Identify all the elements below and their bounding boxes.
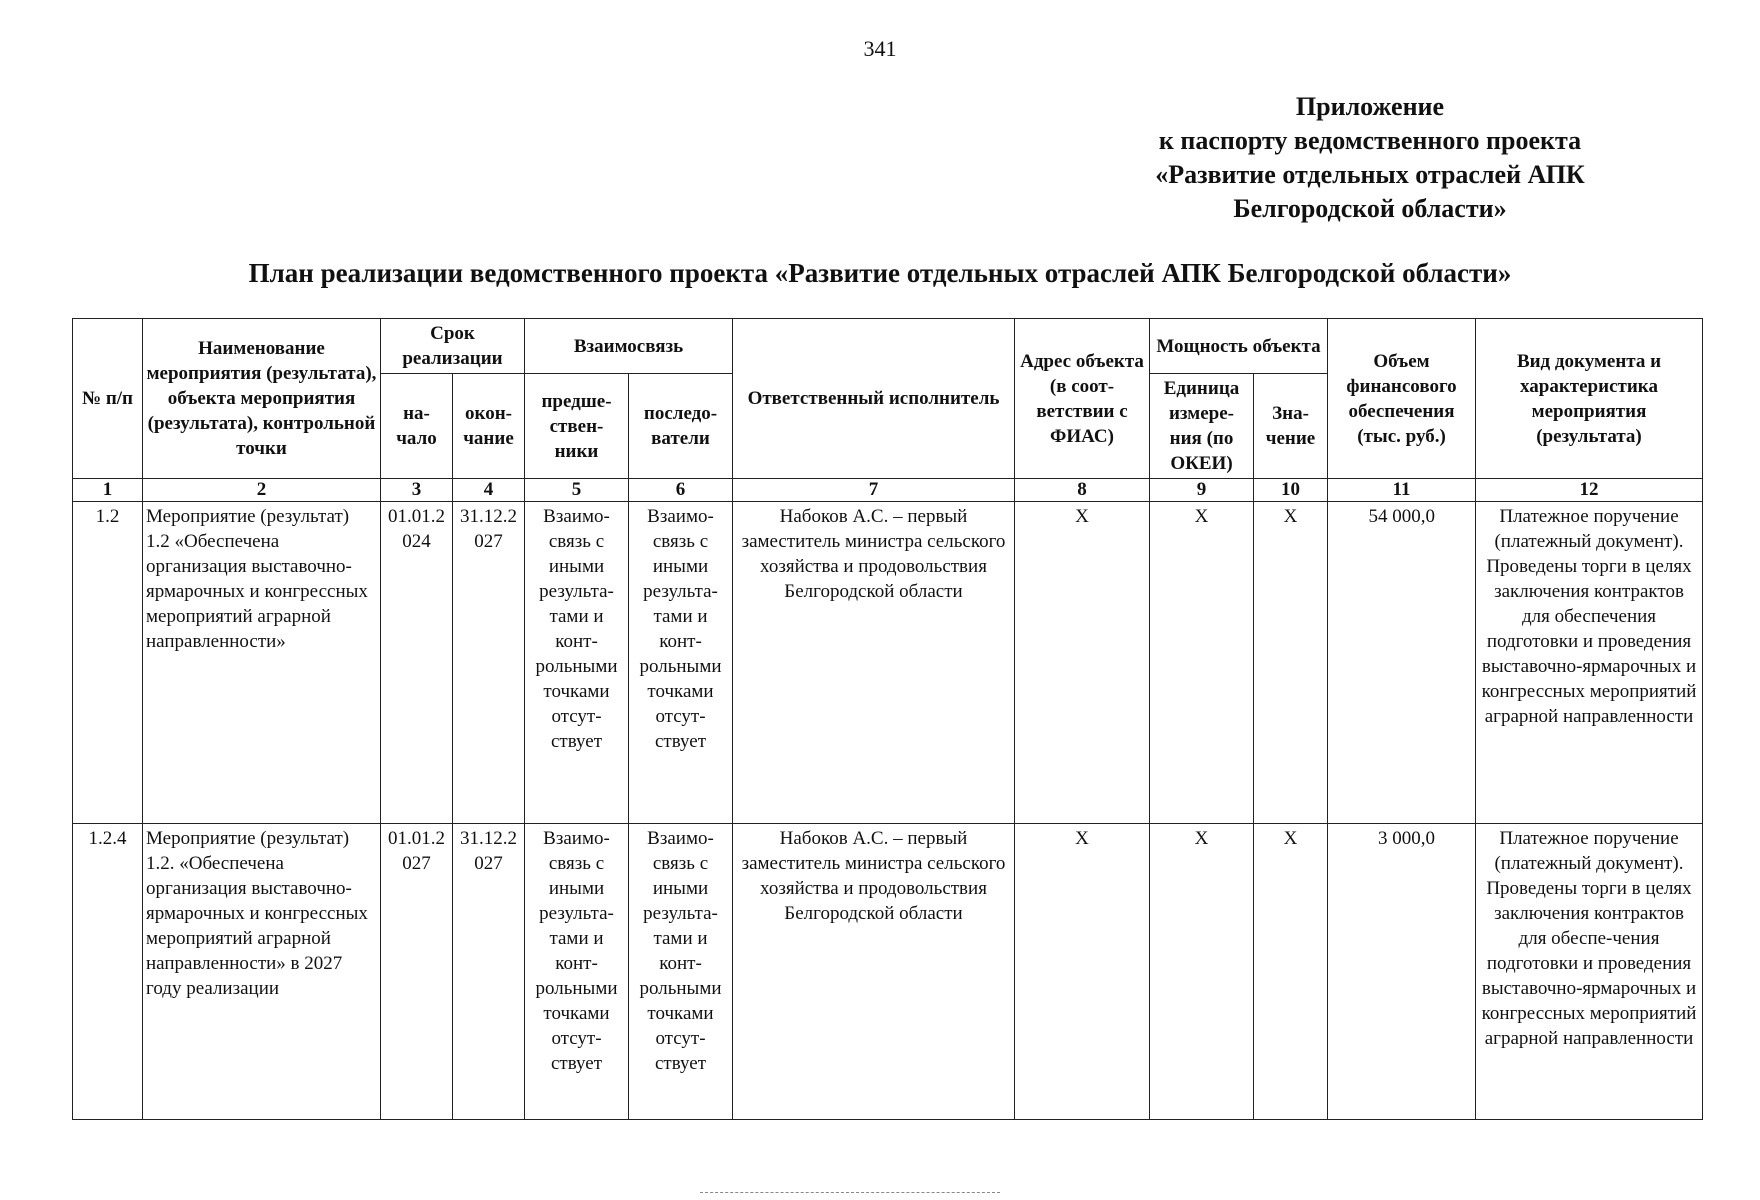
header-link-prev: предше-ствен-ники — [525, 374, 629, 479]
column-number: 5 — [525, 479, 629, 502]
row-unit: X — [1150, 824, 1254, 1120]
header-term-start: на-чало — [381, 374, 453, 479]
column-number: 2 — [143, 479, 381, 502]
row-name: Мероприятие (результат) 1.2 «Обеспечена организация выставочно-ярмарочных и конгрессных мероприятий аграрной направленности» — [143, 502, 381, 824]
row-volume: 3 000,0 — [1328, 824, 1476, 1120]
row-value: X — [1254, 502, 1328, 824]
row-start: 01.01.2027 — [381, 824, 453, 1120]
column-number: 8 — [1015, 479, 1150, 502]
row-prev: Взаимо-связь с иными результа-тами и конт-рольными точками отсут-ствует — [525, 824, 629, 1120]
header-cap-value: Зна-чение — [1254, 374, 1328, 479]
appendix-line-4: Белгородской области» — [1233, 194, 1507, 223]
plan-table — [72, 318, 1703, 1120]
row-prev: Взаимо-связь с иными результа-тами и конт-рольными точками отсут-ствует — [525, 502, 629, 824]
footer-divider — [700, 1192, 1000, 1195]
row-num: 1.2.4 — [73, 824, 143, 1120]
column-number: 12 — [1476, 479, 1703, 502]
header-volume: Объем финансового обеспечения (тыс. руб.) — [1328, 319, 1476, 479]
column-number: 6 — [629, 479, 733, 502]
appendix-line-1: Приложение — [1295, 92, 1445, 121]
row-end: 31.12.2027 — [453, 502, 525, 824]
row-address: X — [1015, 502, 1150, 824]
appendix-line-3: «Развитие отдельных отраслей АПК — [1155, 160, 1585, 189]
header-responsible: Ответственный исполнитель — [733, 319, 1015, 479]
header-capacity: Мощность объекта — [1150, 319, 1328, 374]
row-doc: Платежное поручение (платежный документ). Проведены торги в целях заключения контрактов для обеспе-чения подготовки и проведения выставочно-ярмарочных и конгрессных мероприятий аграрной направленности — [1476, 824, 1703, 1120]
row-value: X — [1254, 824, 1328, 1120]
header-term-end: окон-чание — [453, 374, 525, 479]
row-address: X — [1015, 824, 1150, 1120]
row-num: 1.2 — [73, 502, 143, 824]
column-numbers-row — [73, 479, 1703, 502]
row-doc: Платежное поручение (платежный документ). Проведены торги в целях заключения контрактов для обеспечения подготовки и проведения выставочно-ярмарочных и конгрессных мероприятий аграрной направленности — [1476, 502, 1703, 824]
table-row — [73, 824, 1703, 1120]
document-title: План реализации ведомственного проекта «Развитие отдельных отраслей АПК Белгородской области» — [248, 258, 1512, 288]
row-responsible: Набоков А.С. – первый заместитель министра сельского хозяйства и продовольствия Белгородской области — [733, 502, 1015, 824]
row-name: Мероприятие (результат) 1.2. «Обеспечена организация выставочно-ярмарочных и конгрессных мероприятий аграрной направленности» в 2027 году реализации — [143, 824, 381, 1120]
column-number: 9 — [1150, 479, 1254, 502]
column-number: 4 — [453, 479, 525, 502]
header-link-next: последо-ватели — [629, 374, 733, 479]
header-term: Срок реализации — [381, 319, 525, 374]
header-cap-unit: Единица измере-ния (по ОКЕИ) — [1150, 374, 1254, 479]
row-unit: X — [1150, 502, 1254, 824]
row-end: 31.12.2027 — [453, 824, 525, 1120]
row-volume: 54 000,0 — [1328, 502, 1476, 824]
column-number: 10 — [1254, 479, 1328, 502]
row-next: Взаимо-связь с иными результа-тами и конт-рольными точками отсут-ствует — [629, 824, 733, 1120]
row-responsible: Набоков А.С. – первый заместитель министра сельского хозяйства и продовольствия Белгородской области — [733, 824, 1015, 1120]
column-number: 11 — [1328, 479, 1476, 502]
header-link: Взаимосвязь — [525, 319, 733, 374]
column-number: 1 — [73, 479, 143, 502]
header-num: № п/п — [73, 319, 143, 479]
appendix-header — [1130, 90, 1610, 226]
row-start: 01.01.2024 — [381, 502, 453, 824]
header-name: Наименование мероприятия (результата), объекта мероприятия (результата), контрольной точки — [143, 319, 381, 479]
row-next: Взаимо-связь с иными результа-тами и конт-рольными точками отсут-ствует — [629, 502, 733, 824]
column-number: 3 — [381, 479, 453, 502]
header-doc: Вид документа и характеристика мероприятия (результата) — [1476, 319, 1703, 479]
page-number: 341 — [863, 36, 897, 61]
appendix-line-2: к паспорту ведомственного проекта — [1158, 126, 1582, 155]
table-row — [73, 502, 1703, 824]
column-number: 7 — [733, 479, 1015, 502]
header-address: Адрес объекта (в соот-ветствии с ФИАС) — [1015, 319, 1150, 479]
